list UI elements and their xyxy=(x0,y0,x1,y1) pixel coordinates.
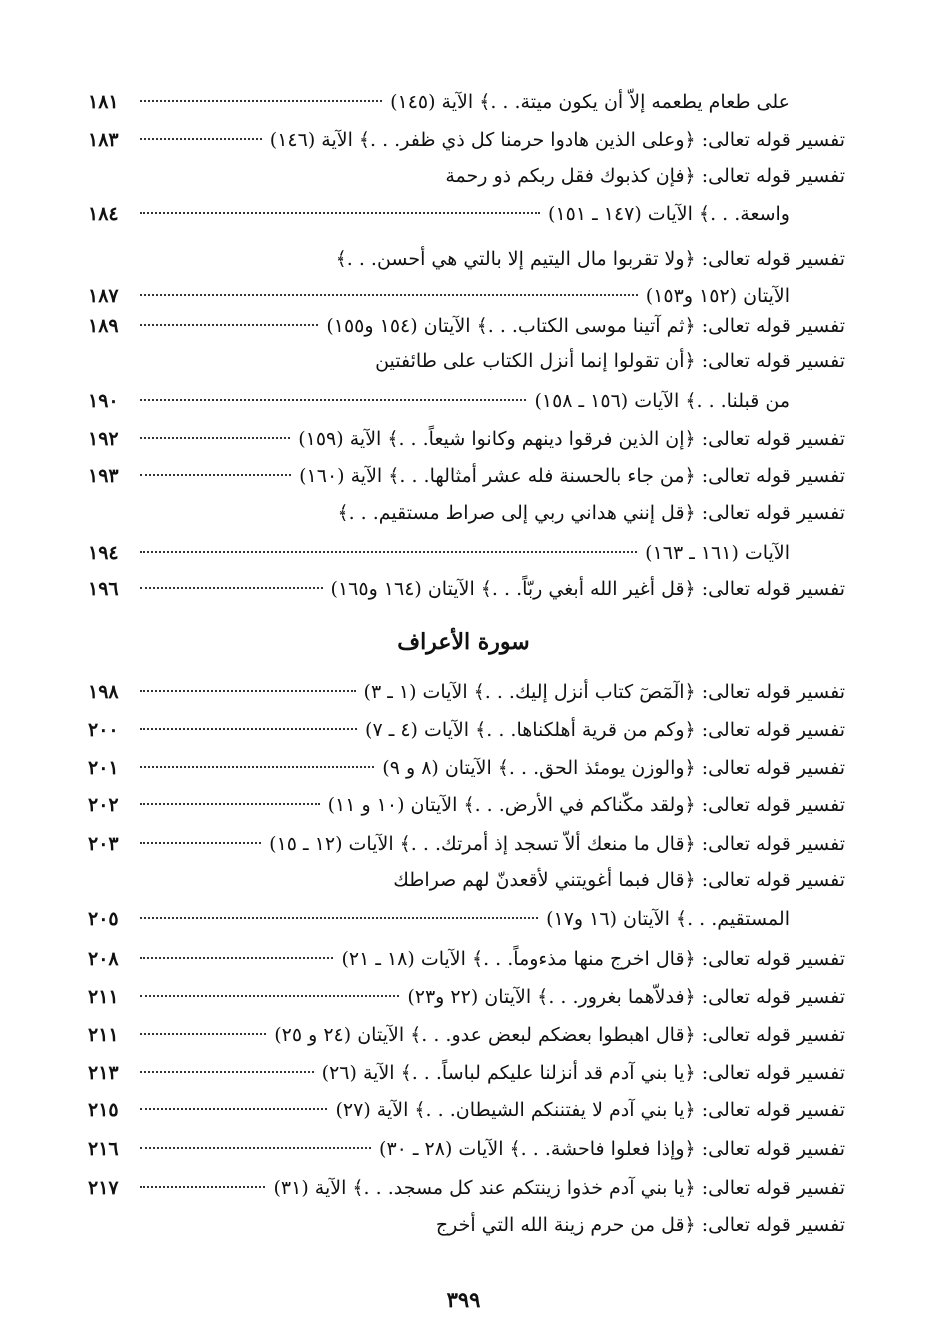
entry-text: على طعام يطعمه إلاّ أن يكون ميتة. . .﴾ الآية (١٤٥) xyxy=(390,91,790,113)
entry-page: ١٩٤ xyxy=(88,542,119,564)
entry-text: تفسير قوله تعالى: ﴿أن تقولوا إنما أنزل الكتاب على طائفتين xyxy=(375,350,845,372)
toc-entry xyxy=(88,676,845,708)
entry-page: ١٩٣ xyxy=(88,465,119,487)
toc-entry xyxy=(88,864,845,896)
dot-leader xyxy=(140,587,323,589)
entry-page: ٢١٥ xyxy=(88,1099,119,1121)
entry-text: من قبلنا. . .﴾ الآيات (١٥٦ ـ ١٥٨) xyxy=(534,390,790,412)
entry-text: تفسير قوله تعالى: ﴿قال اخرج منها مذءوماً. . .﴾ الآيات (١٨ ـ ٢١) xyxy=(341,948,845,970)
entry-text: تفسير قوله تعالى: ﴿قال فبما أغويتني لأقعدنّ لهم صراطك xyxy=(393,869,845,891)
entry-text: تفسير قوله تعالى: ﴿وعلى الذين هادوا حرمنا كل ذي ظفر. . .﴾ الآية (١٤٦) xyxy=(269,129,845,151)
entry-text: تفسير قوله تعالى: ﴿يا بني آدم خذوا زينتكم عند كل مسجد. . .﴾ الآية (٣١) xyxy=(273,1177,845,1199)
entry-text: تفسير قوله تعالى: ﴿يا بني آدم قد أنزلنا عليكم لباساً. . .﴾ الآية (٢٦) xyxy=(321,1062,845,1084)
entry-page: ٢٠٣ xyxy=(88,833,119,855)
toc-entry xyxy=(88,198,845,230)
entry-text: تفسير قوله تعالى: ﴿قال اهبطوا بعضكم لبعض عدو. . .﴾ الآيتان (٢٤ و ٢٥) xyxy=(274,1024,845,1046)
toc-entry xyxy=(88,280,845,312)
dot-leader xyxy=(140,842,261,844)
entry-page: ١٩٠ xyxy=(88,390,119,412)
dot-leader xyxy=(140,728,357,730)
entry-text: المستقيم. . .﴾ الآيتان (١٦ و١٧) xyxy=(546,908,790,930)
dot-leader xyxy=(140,1071,314,1073)
toc-entry xyxy=(88,1209,845,1241)
toc-entry xyxy=(88,1057,845,1089)
entry-text: تفسير قوله تعالى: ﴿إن الذين فرقوا دينهم وكانوا شيعاً. . .﴾ الآية (١٥٩) xyxy=(298,428,845,450)
entry-text: تفسير قوله تعالى: ﴿قال ما منعك ألاّ تسجد إذ أمرتك. . .﴾ الآيات (١٢ ـ ١٥) xyxy=(269,833,845,855)
dot-leader xyxy=(140,1186,265,1188)
toc-entry xyxy=(88,1133,845,1165)
dot-leader xyxy=(140,138,262,140)
toc-entry xyxy=(88,310,845,342)
dot-leader xyxy=(140,1033,266,1035)
entry-page: ١٩٨ xyxy=(88,681,119,703)
toc-entry xyxy=(88,537,845,569)
toc-entry xyxy=(88,1094,845,1126)
toc-entry xyxy=(88,789,845,821)
entry-page: ٢١٣ xyxy=(88,1062,119,1084)
entry-page: ٢١١ xyxy=(88,1024,119,1046)
dot-leader xyxy=(140,100,382,102)
entry-page: ١٨٤ xyxy=(88,203,119,225)
toc-entry xyxy=(88,160,845,192)
dot-leader xyxy=(140,294,638,296)
dot-leader xyxy=(140,399,526,401)
toc-entry xyxy=(88,752,845,784)
entry-page: ٢١١ xyxy=(88,986,119,1008)
entry-text: تفسير قوله تعالى: ﴿قل إنني هداني ربي إلى صراط مستقيم. . .﴾ xyxy=(337,502,845,524)
toc-entry xyxy=(88,423,845,455)
entry-page: ٢١٦ xyxy=(88,1138,119,1160)
dot-leader xyxy=(140,1108,327,1110)
entry-text: واسعة. . .﴾ الآيات (١٤٧ ـ ١٥١) xyxy=(548,203,790,225)
entry-text: تفسير قوله تعالى: ﴿قل من حرم زينة الله التي أخرج xyxy=(435,1214,845,1236)
entry-text: تفسير قوله تعالى: ﴿ثم آتينا موسى الكتاب. . .﴾ الآيتان (١٥٤ و١٥٥) xyxy=(326,315,845,337)
page-number: ٣٩٩ xyxy=(446,1287,481,1312)
entry-page: ١٩٦ xyxy=(88,578,119,600)
dot-leader xyxy=(140,474,291,476)
toc-entry xyxy=(88,345,845,377)
dot-leader xyxy=(140,803,320,805)
toc-entry xyxy=(88,943,845,975)
toc-entry xyxy=(88,981,845,1013)
section-heading: سورة الأعراف xyxy=(397,629,530,655)
toc-entry xyxy=(88,460,845,492)
dot-leader xyxy=(140,437,290,439)
entry-text: تفسير قوله تعالى: ﴿فدلاّهما بغرور. . .﴾ الآيتان (٢٢ و٢٣) xyxy=(407,986,845,1008)
toc-entry xyxy=(88,903,845,935)
entry-text: تفسير قوله تعالى: ﴿والوزن يومئذ الحق. . .﴾ الآيتان (٨ و ٩) xyxy=(382,757,845,779)
toc-entry xyxy=(88,86,845,118)
dot-leader xyxy=(140,995,399,997)
entry-text: تفسير قوله تعالى: ﴿الٓمٓصٓ كتاب أنزل إليك. . .﴾ الآيات (١ ـ ٣) xyxy=(363,681,845,703)
toc-entry xyxy=(88,1172,845,1204)
entry-text: تفسير قوله تعالى: ﴿يا بني آدم لا يفتننكم الشيطان. . .﴾ الآية (٢٧) xyxy=(335,1099,845,1121)
toc-entry xyxy=(88,243,845,275)
entry-text: تفسير قوله تعالى: ﴿من جاء بالحسنة فله عشر أمثالها. . .﴾ الآية (١٦٠) xyxy=(299,465,845,487)
dot-leader xyxy=(140,1147,371,1149)
toc-entry xyxy=(88,1019,845,1051)
entry-page: ١٨٩ xyxy=(88,315,119,337)
toc-entry xyxy=(88,828,845,860)
dot-leader xyxy=(140,324,318,326)
entry-text: تفسير قوله تعالى: ﴿ولا تقربوا مال اليتيم إلا بالتي هي أحسن. . .﴾ xyxy=(335,248,845,270)
entry-page: ١٩٢ xyxy=(88,428,119,450)
dot-leader xyxy=(140,690,356,692)
entry-text: الآيتان (١٥٢ و١٥٣) xyxy=(645,285,790,307)
toc-entry xyxy=(88,714,845,746)
toc-entry xyxy=(88,385,845,417)
entry-text: تفسير قوله تعالى: ﴿وكم من قرية أهلكناها. . .﴾ الآيات (٤ ـ ٧) xyxy=(365,719,845,741)
toc-entry xyxy=(88,497,845,529)
dot-leader xyxy=(140,212,540,214)
entry-page: ٢١٧ xyxy=(88,1177,119,1199)
dot-leader xyxy=(140,551,637,553)
entry-page: ١٨٧ xyxy=(88,285,119,307)
entry-text: تفسير قوله تعالى: ﴿قل أغير الله أبغي ربّاً. . .﴾ الآيتان (١٦٤ و١٦٥) xyxy=(330,578,845,600)
entry-page: ٢٠١ xyxy=(88,757,119,779)
dot-leader xyxy=(140,766,374,768)
entry-page: ٢٠٨ xyxy=(88,948,119,970)
entry-text: تفسير قوله تعالى: ﴿فإن كذبوك فقل ربكم ذو رحمة xyxy=(445,165,845,187)
entry-page: ٢٠٥ xyxy=(88,908,119,930)
entry-page: ١٨٣ xyxy=(88,129,119,151)
entry-text: تفسير قوله تعالى: ﴿ولقد مكّناكم في الأرض. . .﴾ الآيتان (١٠ و ١١) xyxy=(327,794,845,816)
dot-leader xyxy=(140,917,538,919)
toc-entry xyxy=(88,573,845,605)
toc-entry xyxy=(88,124,845,156)
entry-page: ٢٠٠ xyxy=(88,719,119,741)
entry-page: ١٨١ xyxy=(88,91,119,113)
dot-leader xyxy=(140,957,333,959)
entry-text: تفسير قوله تعالى: ﴿وإذا فعلوا فاحشة. . .﴾ الآيات (٢٨ ـ ٣٠) xyxy=(379,1138,845,1160)
entry-page: ٢٠٢ xyxy=(88,794,119,816)
entry-text: الآيات (١٦١ ـ ١٦٣) xyxy=(645,542,790,564)
